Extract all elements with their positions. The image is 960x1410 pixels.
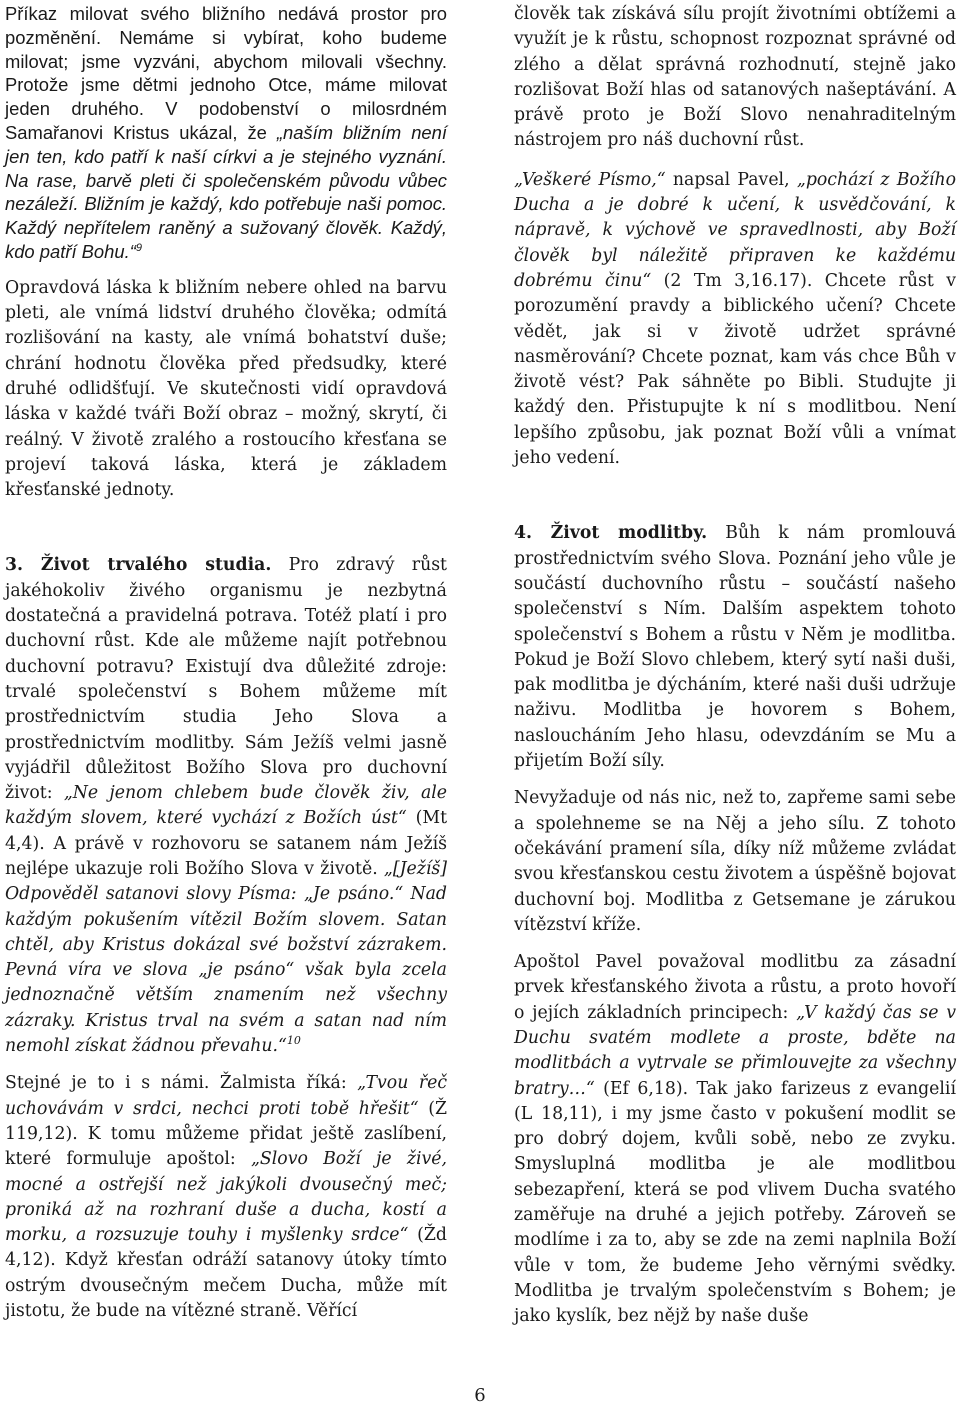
paragraph-psalmist: [5, 1071, 447, 1324]
right-column: [514, 2, 956, 1330]
paragraph-self-denial: Nevyžaduje od nás nic, než to, zapřeme sami sebe a spolehneme se na Něj a jeho sílu. Z tohoto očekávání pramení síla, díky níž můžeme zvládat svou křesťanskou cestu životem a úspěšně bojovat duchovní boj. Modlitba z Getsemane je zárukou vítězství kříže.: [514, 788, 956, 935]
paragraph-text: (Mt 4,4). A právě v rozhovoru se satanem nám Ježíš nejlépe ukazuje roli Božího Slova v životě.: [5, 808, 448, 879]
quote-text: „V každý čas se v Duchu svatém modlete a proste, bděte na modlitbách a vytrvale se přimlouvejte za všechny bratry…“: [514, 1002, 956, 1099]
paragraph-scripture: [514, 168, 956, 472]
page-number: 6: [474, 1385, 486, 1406]
quote-text: „Veškeré Písmo,“: [514, 169, 666, 190]
left-column: [5, 2, 447, 1324]
quote-text: „Tvou řeč uchovávám v srdci, nechci proti tobě hřešit“: [5, 1073, 448, 1119]
paragraph-text: (Ž 119,12). K tomu můžeme přidat ještě zaslíbení, které formuluje apoštol:: [5, 1098, 447, 1170]
paragraph-text: (Ef 6,18). Tak jako farizeus z evangelií (L 18,11), i my jsme často v pokušení modlit se pro dobrý dojem, kvůli sobě, nebo ze zvyku. Smysluplná modlitba je ale modlitbou sebezapření, která se pod vlivem Ducha svatého zaměřuje na druhé a jejich potřeby. Zároveň se modlíme i za to, aby se zde na zemi naplnila Boží vůle v tom, že budeme Jeho věrnými svědky. Modlitba je trvalým společenstvím s Bohem; je jako kyslík, bez nějž by naše duše: [514, 1078, 956, 1327]
section-heading: 4. Život modlitby.: [514, 523, 708, 544]
paragraph-text: Pro zdravý růst jakéhokoliv živého organismu je nezbytná dostatečná a pravidelná potrava. Totéž platí i pro duchovní růst. Kde ale můžeme najít potřebnou duchovní potravu? Existují dva důležité zdroje: trvalé společenství s Bohem můžeme mít prostřednictvím studia Jeho Slova a prostřednictvím modlitby. Sám Ježíš velmi jasně vyjádřil důležitost Božího Slova pro duchovní život:: [5, 555, 448, 804]
quote-text: „naším bližním není jen ten, kdo patří k naší církvi a je stejného vyznání. Na rase, barvě pleti či společenském původu vůbec nezáleží. Bližním je každý, kdo potřebuje naši pomoc. Každý nepřítelem raněný a sužovaný člověk. Každý, kdo patří Bohu.“: [5, 121, 447, 262]
paragraph-text: Bůh k nám promlouvá prostřednictvím svého Slova. Poznání jeho vůle je součástí duchovního růstu – součástí našeho společenství s Ním. Dalším aspektem tohoto společenství s Bohem a růstu v Něm je modlitba. Pokud je Boží Slovo chlebem, který sytí naši duši, pak modlitba je dýcháním, které naši duši udržuje naživu. Modlitba je hovorem s Bohem, nasloucháním Jeho hlasu, odevzdáním se Mu a přijetím Boží síly.: [514, 523, 956, 772]
quote-text: „[Ježíš] Odpověděl satanovi slovy Písma: „Je psáno.“ Nad každým pokušením vítězil Božím slovem. Satan chtěl, aby Kristus dokázal své božství zázrakem. Pevná víra ve slova „je psáno“ však byla zcela jednoznačně větším znamením než všechny zázraky. Kristus trval na svém a satan nad ním nemohl získat žádnou převahu.“: [5, 859, 447, 1057]
paragraph-text: Apoštol Pavel považoval modlitbu za zásadní prvek křesťanského života a růstu, a proto hovoří o jejích základních principech:: [514, 952, 956, 1023]
quote-text: „Slovo Boží je živé, mocné a ostřejší než jakýkoli dvousečný meč; proniká až na rozhraní duše a ducha, kostí a morku, a rozsuzuje touhy i myšlenky srdce“: [5, 1149, 447, 1246]
footnote-ref: 9: [135, 241, 142, 254]
paragraph-text: napsal Pavel,: [665, 169, 797, 190]
section-3: [5, 553, 447, 1059]
paragraph-love-neighbor: [5, 2, 447, 264]
quote-text: „Ne jenom chlebem bude člověk živ, ale každým slovem, které vychází z Božích úst“: [5, 783, 447, 829]
footnote-ref: 10: [286, 1034, 301, 1048]
paragraph-apostle-paul: [514, 950, 956, 1329]
paragraph-continuation: člověk tak získává sílu projít životními obtížemi a využít je k růstu, schopnost rozpoznat správné od zlého a dělat správná rozhodnutí, stejně jako rozlišovat Boží hlas od satanových našeptávání. A právě proto je Boží Slovo nenahraditelným nástrojem pro náš duchovní růst.: [514, 4, 956, 151]
paragraph-text: Příkaz milovat svého bližního nedává prostor pro pozměnění. Nemáme si vybírat, koho budeme milovat; jsme vyzváni, abychom milovali všechny. Protože jsme dětmi jednoho Otce, máme milovat jeden druhého. V podobenství o milosrdném Samařanovi Kristus ukázal, že: [5, 3, 447, 143]
section-4: [514, 521, 956, 774]
paragraph-text: Stejné je to i s námi. Žalmista říká:: [5, 1073, 358, 1094]
quote-text: „pochází z Božího Ducha a je dobré k učení, k usvědčování, k nápravě, k výchově ve spravedlnosti, aby Boží člověk byl náležitě připraven ke každému dobrému činu“: [514, 169, 956, 291]
paragraph-text: (2 Tm 3,16.17). Chcete růst v porozumění pravdy a biblického učení? Chcete vědět, jak si v životě udržet správné nasměrování? Chcete poznat, kam vás chce Bůh v životě vést? Pak sáhněte po Bibli. Studujte ji každý den. Přistupujte k ní s modlitbou. Není lepšího způsobu, jak poznat Boží vůli a vnímat jeho vedení.: [514, 270, 957, 469]
section-heading: 3. Život trvalého studia.: [5, 555, 272, 576]
paragraph-true-love: Opravdová láska k bližním nebere ohled na barvu pleti, ale vnímá lidství druhého člověka; odmítá rozlišování na kasty, ale vnímá bohatství duše; chrání hodnotu člověka před předsudky, které druhé odlidšťují. Ve skutečnosti vidí opravdová láska v každé tváři Boží obraz – možný, skrytí, či reálný. V životě zralého a rostoucího křesťana se projeví taková láska, která je základem křesťanské jednoty.: [5, 277, 447, 501]
paragraph-text: (Žd 4,12). Když křesťan odráží satanovy útoky tímto ostrým dvousečným mečem Ducha, může mít jistotu, že bude na vítězné straně. Věřící: [5, 1225, 447, 1322]
